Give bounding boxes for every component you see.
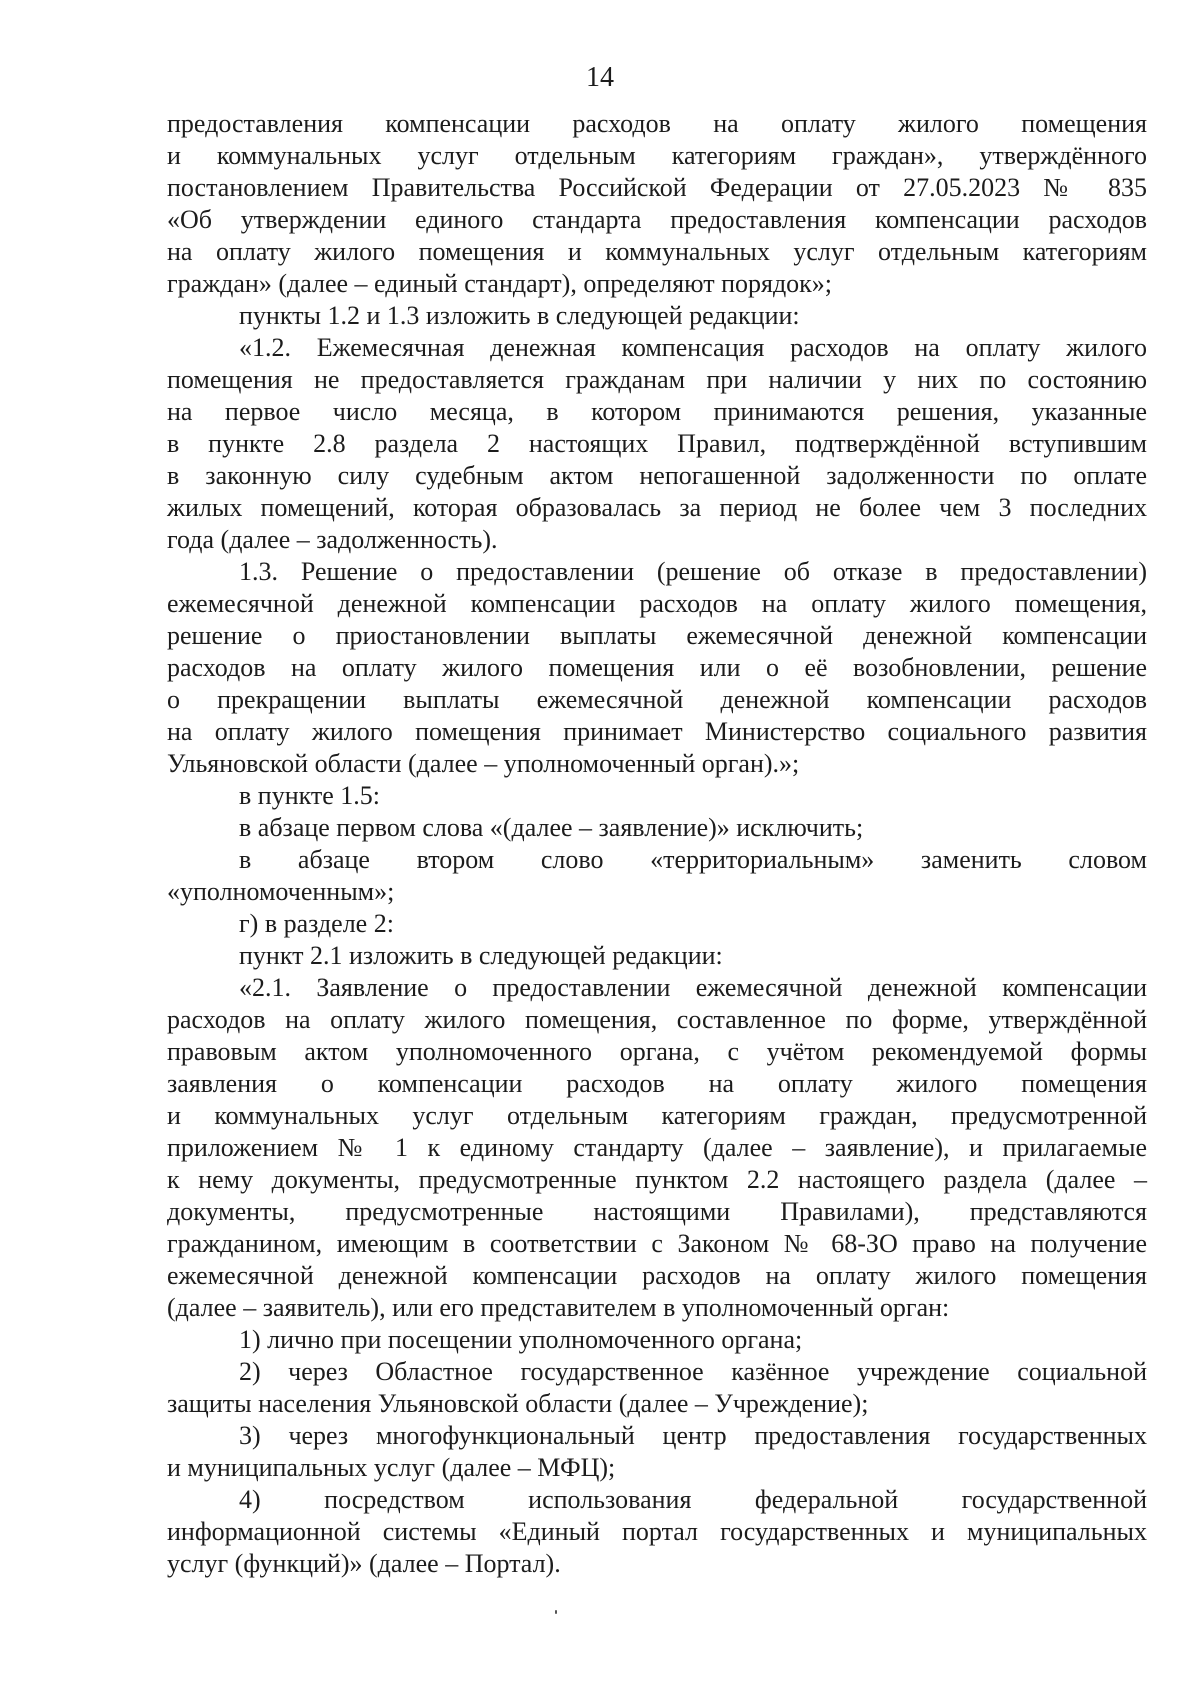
text-line: в абзаце втором слово «территориальным» заменить словом <box>239 845 1147 874</box>
text-line: 1.3. Решение о предоставлении (решение об отказе в предоставлении) <box>239 557 1147 586</box>
text-line: расходов на оплату жилого помещения или о её возобновлении, решение <box>167 653 1147 682</box>
text-line: 3) через многофункциональный центр предоставления государственных <box>239 1421 1147 1450</box>
text-line: правовым актом уполномоченного органа, с учётом рекомендуемой формы <box>167 1037 1147 1066</box>
text-line: в пункте 2.8 раздела 2 настоящих Правил, подтверждённой вступившим <box>167 429 1147 458</box>
text-line: защиты населения Ульяновской области (далее – Учреждение); <box>167 1389 869 1418</box>
text-line: 1) лично при посещении уполномоченного органа; <box>239 1325 803 1354</box>
text-line: 2) через Областное государственное казённое учреждение социальной <box>239 1357 1147 1386</box>
text-line: заявления о компенсации расходов на оплату жилого помещения <box>167 1069 1147 1098</box>
text-line: помещения не предоставляется гражданам при наличии у них по состоянию <box>167 365 1147 394</box>
text-line: ежемесячной денежной компенсации расходов на оплату жилого помещения, <box>167 589 1147 618</box>
page-number: 14 <box>586 62 614 93</box>
text-line: в абзаце первом слова «(далее – заявление)» исключить; <box>239 813 864 842</box>
text-line: пункт 2.1 изложить в следующей редакции: <box>239 941 723 970</box>
text-line: на оплату жилого помещения и коммунальных услуг отдельным категориям <box>167 237 1147 266</box>
text-line: расходов на оплату жилого помещения, составленное по форме, утверждённой <box>167 1005 1147 1034</box>
text-line: Ульяновской области (далее – уполномоченный орган).»; <box>167 749 800 778</box>
text-line: на оплату жилого помещения принимает Министерство социального развития <box>167 717 1147 746</box>
text-line: пункты 1.2 и 1.3 изложить в следующей редакции: <box>239 301 800 330</box>
text-line: услуг (функций)» (далее – Портал). <box>167 1549 561 1578</box>
text-line: информационной системы «Единый портал государственных и муниципальных <box>167 1517 1147 1546</box>
text-line: предоставления компенсации расходов на оплату жилого помещения <box>167 109 1147 138</box>
text-line: и муниципальных услуг (далее – МФЦ); <box>167 1453 616 1482</box>
text-line: постановлением Правительства Российской Федерации от 27.05.2023 № 835 <box>167 173 1147 202</box>
text-line: на первое число месяца, в котором принимаются решения, указанные <box>167 397 1147 426</box>
text-line: о прекращении выплаты ежемесячной денежной компенсации расходов <box>167 685 1147 714</box>
text-line: «2.1. Заявление о предоставлении ежемесячной денежной компенсации <box>239 973 1147 1002</box>
text-line: и коммунальных услуг отдельным категориям граждан», утверждённого <box>167 141 1147 170</box>
text-line: «уполномоченным»; <box>167 877 395 906</box>
text-line: и коммунальных услуг отдельным категориям граждан, предусмотренной <box>167 1101 1147 1130</box>
text-line: в законную силу судебным актом непогашенной задолженности по оплате <box>167 461 1147 490</box>
text-line: «1.2. Ежемесячная денежная компенсация расходов на оплату жилого <box>239 333 1147 362</box>
text-line: (далее – заявитель), или его представителем в уполномоченный орган: <box>167 1293 950 1322</box>
scan-speck <box>555 1610 557 1614</box>
text-line: 4) посредством использования федеральной государственной <box>239 1485 1147 1514</box>
text-line: решение о приостановлении выплаты ежемесячной денежной компенсации <box>167 621 1147 650</box>
text-line: г) в разделе 2: <box>239 909 394 938</box>
text-line: граждан» (далее – единый стандарт), определяют порядок»; <box>167 269 833 298</box>
body-text <box>167 108 1147 1580</box>
text-line: к нему документы, предусмотренные пунктом 2.2 настоящего раздела (далее – <box>167 1165 1147 1194</box>
text-line: года (далее – задолженность). <box>167 525 498 554</box>
text-line: документы, предусмотренные настоящими Правилами), представляются <box>167 1197 1147 1226</box>
text-line: приложением № 1 к единому стандарту (далее – заявление), и прилагаемые <box>167 1133 1147 1162</box>
text-line: в пункте 1.5: <box>239 781 381 810</box>
text-line: жилых помещений, которая образовалась за период не более чем 3 последних <box>167 493 1147 522</box>
text-line: гражданином, имеющим в соответствии с Законом № 68-ЗО право на получение <box>167 1229 1147 1258</box>
text-line: ежемесячной денежной компенсации расходов на оплату жилого помещения <box>167 1261 1147 1290</box>
text-line: «Об утверждении единого стандарта предоставления компенсации расходов <box>167 205 1147 234</box>
